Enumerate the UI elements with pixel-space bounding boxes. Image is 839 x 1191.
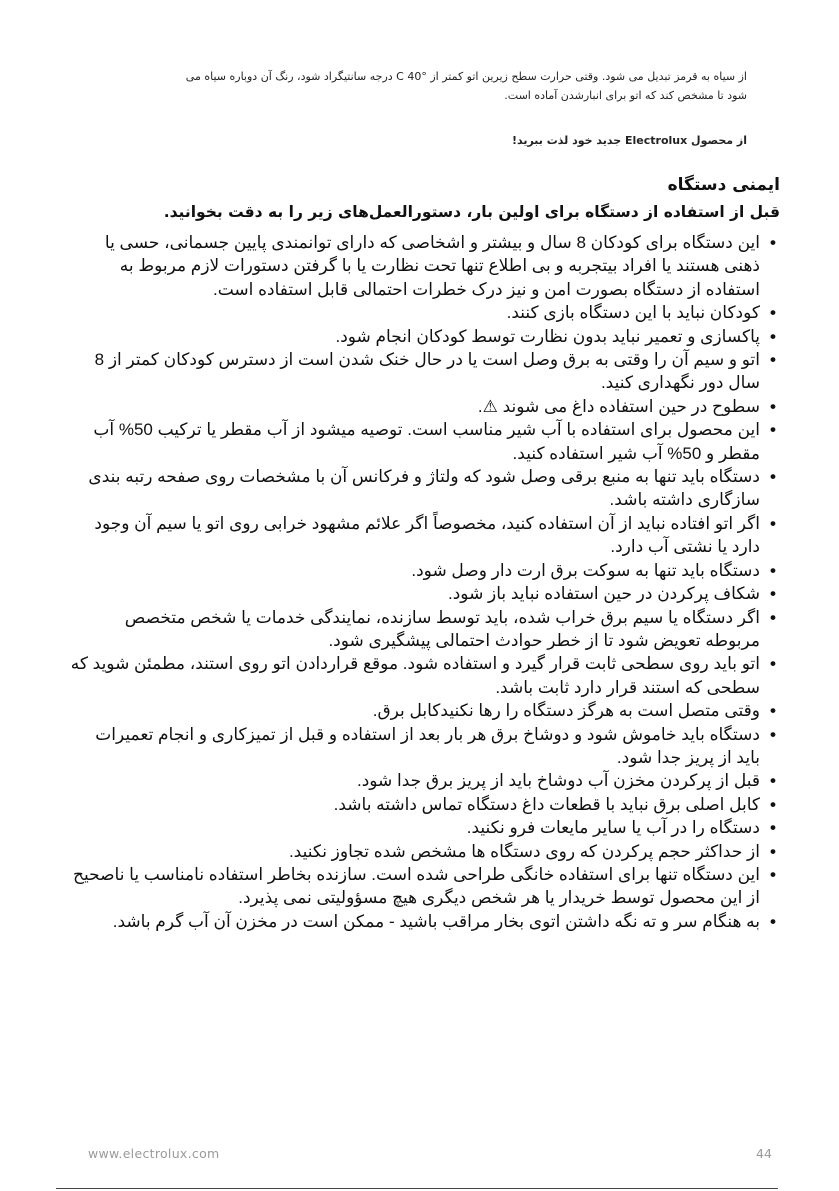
safety-rule-item (70, 418, 780, 465)
safety-rule-item (70, 559, 780, 582)
bullet-icon: • (770, 584, 776, 604)
bullet-icon: • (770, 396, 776, 416)
safety-rule-item (70, 301, 780, 324)
safety-rule-item (70, 910, 780, 933)
bullet-icon: • (770, 326, 776, 346)
safety-rule-item (70, 582, 780, 605)
footer-divider (56, 1188, 778, 1189)
safety-rule-item (70, 723, 780, 770)
safety-rule-text: کابل اصلی برق نباید با قطعات داغ دستگاه تماس داشته باشد. (333, 794, 760, 814)
safety-rule-text: کودکان نباید با این دستگاه بازی کنند. (506, 303, 760, 323)
bullet-icon: • (770, 350, 776, 370)
page-number: 44 (756, 1146, 772, 1161)
safety-rule-text: اگر دستگاه یا سیم برق خراب شده، باید توسط سازنده، نمایندگی خدمات یا شخص متخصص مربوطه تعویض شود تا از خطر حوادث احتمالی پیشگیری شود. (124, 607, 760, 650)
bullet-icon: • (770, 818, 776, 838)
bullet-icon: • (770, 513, 776, 533)
safety-rule-item (70, 769, 780, 792)
safety-rule-item (70, 395, 780, 418)
bullet-icon: • (770, 560, 776, 580)
safety-rule-item (70, 465, 780, 512)
safety-rule-item (70, 863, 780, 910)
bullet-icon: • (770, 420, 776, 440)
bullet-icon: • (770, 303, 776, 323)
bullet-icon: • (770, 701, 776, 721)
bullet-icon: • (770, 724, 776, 744)
safety-rule-text: این دستگاه تنها برای استفاده خانگی طراحی شده است. سازنده بخاطر استفاده نامناسب یا ناصحیح از این محصول توسط خریدار یا هر شخص دیگری هیچ مسؤولیتی نمی پذیرد. (73, 864, 760, 908)
safety-rule-text: دستگاه باید تنها به سوکت برق ارت دار وصل شود. (411, 560, 760, 580)
bullet-icon: • (770, 607, 776, 627)
safety-rule-text: اتو باید روی سطحی ثابت قرار گیرد و استفاده شود. موقع قراردادن اتو روی استند، مطمئن شوید که سطحی که استند قرار دارد ثابت باشد. (70, 654, 760, 697)
section-subtitle: قبل از استفاده از دستگاه برای اولین بار، دستورالعمل‌های زیر را به دقت بخوانید. (163, 203, 780, 221)
safety-rule-item (70, 840, 780, 863)
intro-paragraph (95, 67, 747, 105)
safety-rule-text: اگر اتو افتاده نباید از آن استفاده کنید، مخصوصاً اگر علائم مشهود خرابی روی اتو یا سیم آن وجود دارد یا نشتی آب دارد. (94, 513, 760, 557)
safety-rule-text: این دستگاه برای کودکان 8 سال و بیشتر و اشخاصی که دارای توانمندی پایین جسمانی، حسی یا ذهنی هستند یا افراد بیتجربه و بی اطلاع تنها تحت نظارت یا با گرفتن دستورات لازم مربوط به استفاده از دستگاه بصورت امن و نیز درک خطرات احتمالی قابل استفاده است. (104, 233, 760, 299)
bullet-icon: • (770, 467, 776, 487)
intro-line-2: شود تا مشخص کند که اتو برای انبارشدن آماده است. (504, 89, 747, 102)
bullet-icon: • (770, 841, 776, 861)
safety-rule-text: دستگاه را در آب یا سایر مایعات فرو نکنید. (466, 818, 760, 838)
safety-rule-item (70, 793, 780, 816)
safety-rule-item (70, 816, 780, 839)
intro-line-1: از سیاه به قرمز تبدیل می شود. وقتی حرارت سطح زیرین اتو کمتر از °C 40 درجه سانتیگراد شود، رنگ آن دوباره سیاه می (185, 70, 747, 83)
safety-rule-text: دستگاه باید خاموش شود و دوشاخ برق هر بار بعد از استفاده و قبل از تمیزکاری و انجام تعمیرات باید از پریز جدا شود. (95, 724, 760, 767)
safety-rule-item (70, 231, 780, 301)
safety-rule-text: از حداکثر حجم پرکردن که روی دستگاه ها مشخص شده تجاوز نکنید. (288, 841, 760, 861)
safety-rule-text: سطوح در حین استفاده داغ می شوند ⚠. (477, 396, 760, 416)
bullet-icon: • (770, 771, 776, 791)
safety-rule-item (70, 699, 780, 722)
safety-rule-text: شکاف پرکردن در حین استفاده نباید باز شود. (448, 584, 760, 604)
bullet-icon: • (770, 233, 776, 252)
footer-website: www.electrolux.com (88, 1146, 220, 1161)
bullet-icon: • (770, 911, 776, 931)
safety-rule-item (70, 348, 780, 395)
safety-rule-item (70, 652, 780, 699)
safety-rule-text: وقتی متصل است به هرگز دستگاه را رها نکنیدکابل برق. (372, 701, 760, 721)
safety-rule-text: به هنگام سر و ته نگه داشتن اتوی بخار مراقب باشید - ممکن است در مخزن آن آب گرم باشد. (112, 911, 760, 931)
bullet-icon: • (770, 864, 776, 884)
bullet-icon: • (770, 654, 776, 674)
safety-rule-text: دستگاه باید تنها به منبع برقی وصل شود که ولتاژ و فرکانس آن با مشخصات روی صفحه رتبه بندی سازگاری داشته باشد. (88, 467, 760, 510)
safety-rule-text: اتو و سیم آن را وقتی به برق وصل است یا در حال خنک شدن است از دسترس کودکان کمتر از 8 سال دور نگهداری کنید. (94, 350, 760, 393)
safety-rule-text: قبل از پرکردن مخزن آب دوشاخ باید از پریز برق جدا شود. (356, 771, 760, 791)
safety-rules-list (70, 231, 780, 933)
safety-rule-text: این محصول برای استفاده با آب شیر مناسب است. توصیه میشود از آب مقطر یا ترکیب 50% آب مقطر و 50% آب شیر استفاده کنید. (93, 420, 760, 463)
safety-rule-text: پاکسازی و تعمیر نباید بدون نظارت توسط کودکان انجام شود. (335, 326, 760, 346)
safety-rule-item (70, 512, 780, 559)
section-title: ایمنی دستگاه (667, 175, 780, 195)
safety-rule-item (70, 325, 780, 348)
enjoy-product-note: از محصول Electrolux جدید خود لذت ببرید! (511, 134, 747, 147)
bullet-icon: • (770, 794, 776, 814)
safety-rule-item (70, 606, 780, 653)
